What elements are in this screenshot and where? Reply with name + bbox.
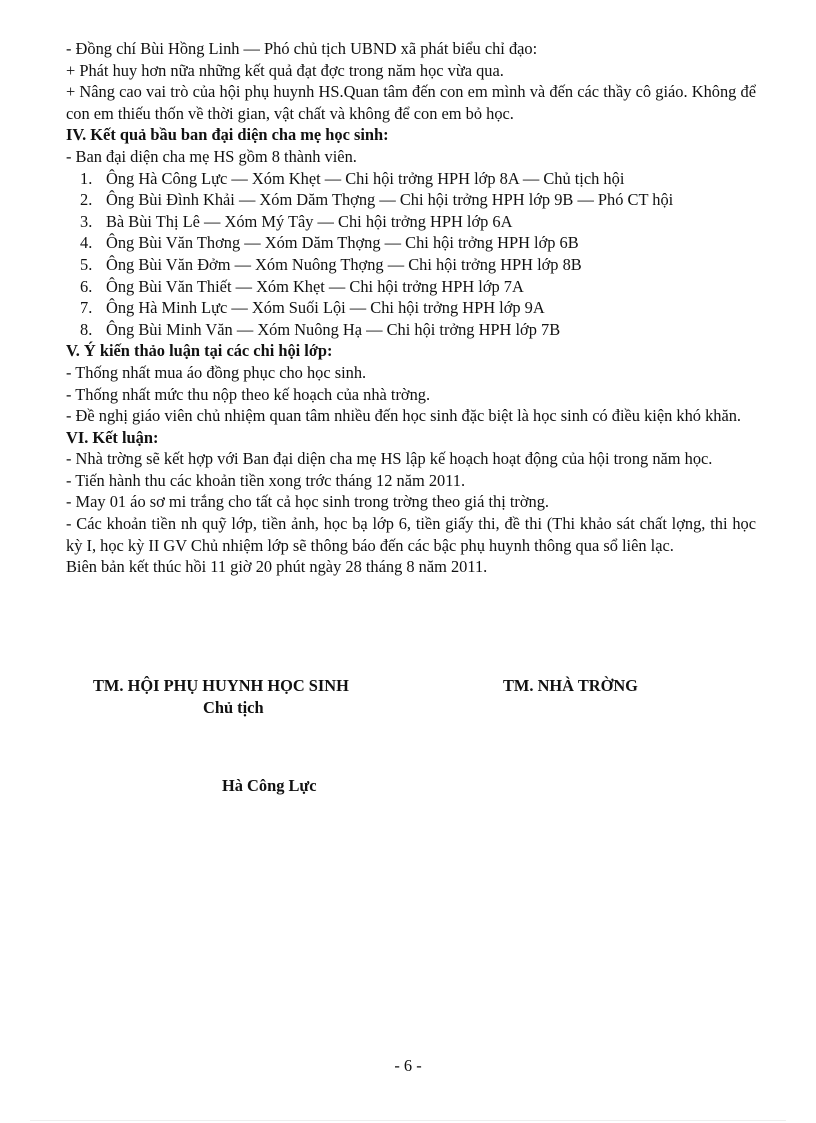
member-list — [66, 168, 756, 341]
left-signatory-role: Chủ tịch — [203, 698, 264, 717]
list-number: 1. — [80, 168, 93, 188]
page-number: - 6 - — [394, 1056, 422, 1075]
list-text: Ông Bùi Văn Thiết — Xóm Khẹt — Chi hội trởng HPH lớp 7A — [106, 276, 524, 296]
list-item — [66, 168, 756, 190]
list-number: 6. — [80, 276, 93, 296]
left-signatory-name: Hà Công Lực — [222, 776, 317, 795]
discussion-item: - Đề nghị giáo viên chủ nhiệm quan tâm nhiều đến học sinh đặc biệt là học sinh có điều kiện khó khăn. — [66, 406, 742, 426]
list-item — [66, 232, 756, 254]
left-signatory-title: TM. HỘI PHỤ HUYNH HỌC SINH — [93, 676, 349, 695]
list-item — [66, 297, 756, 319]
list-number: 5. — [80, 254, 93, 274]
section-heading: V. Ý kiến thảo luận tại các chi hội lớp: — [66, 341, 333, 361]
list-item — [66, 211, 756, 233]
list-text: Ông Bùi Văn Thơng — Xóm Dăm Thợng — Chi hội trởng HPH lớp 6B — [106, 233, 579, 253]
conclusion-item: - Các khoản tiền nh quỹ lớp, tiền ảnh, học bạ lớp 6, tiền giấy thi, đề thi (Thi khảo sát chất lợng, thi học kỳ I, học kỳ II GV Chủ nhiệm lớp sẽ thông báo đến các bậc phụ huynh thông qua sổ liên lạc. — [66, 514, 756, 555]
discussion-item: - Thống nhất mức thu nộp theo kế hoạch của nhà trờng. — [66, 384, 431, 404]
list-text: Ông Bùi Minh Văn — Xóm Nuông Hạ — Chi hội trởng HPH lớp 7B — [106, 319, 561, 339]
right-signatory-title: TM. NHÀ TRỜNG — [503, 676, 638, 695]
list-number: 2. — [80, 190, 93, 210]
document-body — [66, 38, 756, 578]
intro-line: + Phát huy hơn nữa những kết quả đạt đợc trong năm học vừa qua. — [66, 60, 504, 80]
list-number: 8. — [80, 319, 93, 339]
section-intro: - Ban đại diện cha mẹ HS gồm 8 thành viên. — [66, 146, 357, 166]
conclusion-item: - Tiến hành thu các khoản tiền xong trớc tháng 12 năm 2011. — [66, 470, 466, 490]
section-heading: IV. Kết quả bầu ban đại diện cha mẹ học sinh: — [66, 125, 389, 145]
discussion-item: - Thống nhất mua áo đồng phục cho học sinh. — [66, 362, 367, 382]
list-number: 7. — [80, 298, 93, 318]
list-text: Ông Hà Minh Lực — Xóm Suối Lội — Chi hội trởng HPH lớp 9A — [106, 298, 545, 318]
list-item — [66, 189, 756, 211]
list-item — [66, 276, 756, 298]
closing-line: Biên bản kết thúc hồi 11 giờ 20 phút ngày 28 tháng 8 năm 2011. — [66, 557, 488, 577]
list-item — [66, 319, 756, 341]
list-text: Ông Hà Công Lực — Xóm Khẹt — Chi hội trởng HPH lớp 8A — Chủ tịch hội — [106, 168, 625, 188]
intro-line: + Nâng cao vai trò của hội phụ huynh HS.Quan tâm đến con em mình và đến các thầy cô giáo. Không để con em thiếu thốn về thời gian, vật chất và không để con em bỏ học. — [66, 82, 756, 123]
conclusion-item: - Nhà trờng sẽ kết hợp với Ban đại diện cha mẹ HS lập kế hoạch hoạt động của hội trong năm học. — [66, 449, 713, 469]
list-item — [66, 254, 756, 276]
section-heading: VI. Kết luận: — [66, 427, 159, 447]
list-text: Bà Bùi Thị Lê — Xóm Mý Tây — Chi hội trởng HPH lớp 6A — [106, 211, 513, 231]
conclusion-item: - May 01 áo sơ mi trắng cho tất cả học sinh trong trờng theo giá thị trờng. — [66, 492, 550, 512]
list-text: Ông Bùi Văn Đởm — Xóm Nuông Thợng — Chi hội trởng HPH lớp 8B — [106, 254, 582, 274]
list-number: 4. — [80, 233, 93, 253]
page-edge-divider — [30, 1120, 786, 1121]
intro-line: - Đồng chí Bùi Hồng Linh — Phó chủ tịch UBND xã phát biểu chỉ đạo: — [66, 39, 538, 58]
list-number: 3. — [80, 211, 93, 231]
list-text: Ông Bùi Đình Khải — Xóm Dăm Thợng — Chi hội trởng HPH lớp 9B — Phó CT hội — [106, 190, 674, 210]
